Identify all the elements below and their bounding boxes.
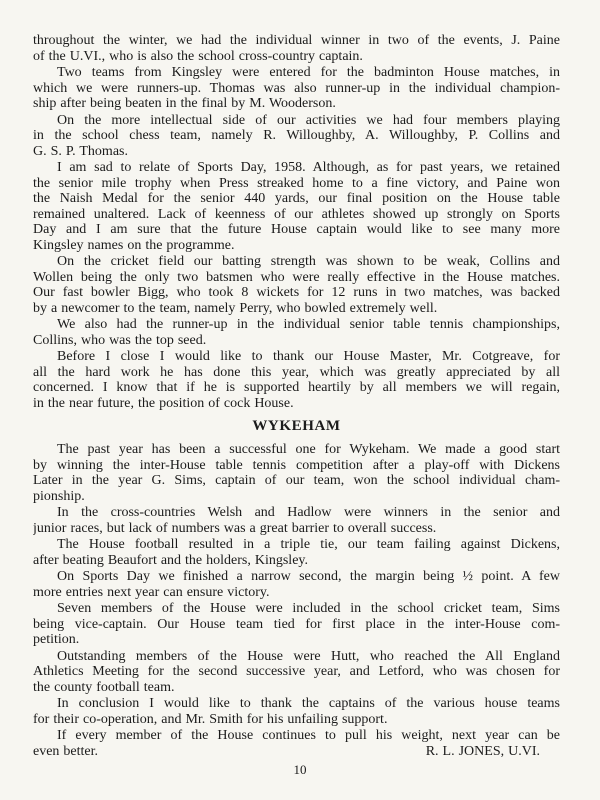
text-line: more entries next year can ensure victory. (33, 584, 270, 600)
text-line: after beating Beaufort and the holders, Kingsley. (33, 552, 309, 568)
text-line: On Sports Day we finished a narrow second, the margin being ½ point. A few (57, 569, 560, 584)
text-line: of the U.VI., who is also the school cross-country captain. (33, 48, 363, 64)
paragraph (33, 696, 560, 727)
text-line: by winning the inter-House table tennis competition after a play-off with Dickens (33, 457, 560, 473)
text-line-fragment: even better. (33, 743, 99, 759)
text-line: petition. (33, 632, 80, 647)
text-line: concerned. I know that if he is supported heartily by all members we will regain, (33, 380, 560, 395)
paragraph (33, 505, 560, 536)
paragraph (33, 601, 560, 648)
text-line: Our fast bowler Bigg, who took 8 wickets for 12 runs in two matches, was backed (33, 285, 560, 300)
paragraph (33, 65, 560, 112)
text-line: being vice-captain. Our House team tied for first place in the inter-House com- (33, 616, 560, 632)
author-signature: R. L. JONES, U.VI. (425, 743, 540, 759)
text-line: all the hard work he has done this year, which was greatly appreciated by all (33, 364, 560, 380)
text-line: Kingsley names on the programme. (33, 237, 235, 253)
text-line: Outstanding members of the House were Hutt, who reached the All England (57, 648, 560, 664)
text-line: Before I close I would like to thank our House Master, Mr. Cotgreave, for (57, 349, 560, 364)
paragraph (33, 160, 560, 253)
paragraph (33, 33, 560, 64)
paragraph (33, 649, 560, 696)
text-line: in the near future, the position of cock House. (33, 395, 294, 411)
text-line: by a newcomer to the team, namely Perry, who bowled extremely well. (33, 300, 438, 316)
text-line: The past year has been a successful one for Wykeham. We made a good start (57, 442, 560, 457)
text-line: Two teams from Kingsley were entered for the badminton House matches, in (57, 65, 560, 80)
text-line: In conclusion I would like to thank the captains of the various house teams (57, 696, 560, 711)
text-line: throughout the winter, we had the individual winner in two of the events, J. Paine (33, 33, 560, 48)
text-line: Later in the year G. Sims, captain of our team, won the school individual cham- (33, 473, 560, 488)
text-line: G. S. P. Thomas. (33, 143, 128, 159)
text-line: the senior mile trophy when Press streaked home to a fine victory, and Paine won (33, 175, 560, 191)
text-line: pionship. (33, 488, 85, 504)
text-line: Collins, who was the top seed. (33, 332, 207, 348)
text-line: Athletics Meeting for the second successive year, and Letford, who was chosen for (33, 664, 560, 679)
text-line: I am sad to relate of Sports Day, 1958. Although, as for past years, we retained (57, 160, 560, 175)
text-line: Day and I am sure that the future House captain would like to see many more (33, 222, 560, 237)
text-line: the county football team. (33, 679, 175, 695)
text-line: junior races, but lack of numbers was a great barrier to overall success. (33, 520, 437, 536)
text-line: Wollen being the only two batsmen who were really effective in the House matches. (33, 269, 560, 285)
paragraph (33, 349, 560, 411)
paragraph (33, 569, 560, 600)
page-number: 10 (293, 762, 307, 777)
paragraph (33, 442, 560, 504)
text-line: ship after being beaten in the final by M. Wooderson. (33, 96, 336, 111)
text-line (33, 744, 560, 760)
text-line: In the cross-countries Welsh and Hadlow were winners in the senior and (57, 505, 560, 520)
text-line: We also had the runner-up in the individual senior table tennis championships, (57, 317, 560, 332)
section-heading: WYKEHAM (252, 418, 341, 434)
text-line: On the cricket field our batting strength was shown to be weak, Collins and (57, 254, 560, 269)
text-line: On the more intellectual side of our activities we had four members playing (57, 112, 560, 128)
text-line: The House football resulted in a triple tie, our team failing against Dickens, (57, 537, 560, 552)
text-line: which we were runners-up. Thomas was also runner-up in the individual champion- (33, 80, 560, 96)
text-line: the Naish Medal for the senior 440 yards, our final position on the House table (33, 191, 560, 206)
page-content (33, 33, 560, 759)
text-line: in the school chess team, namely R. Willoughby, A. Willoughby, P. Collins and (33, 128, 560, 143)
paragraph (33, 113, 560, 160)
paragraph (33, 317, 560, 348)
text-line: Seven members of the House were included in the school cricket team, Sims (57, 601, 560, 616)
text-line: If every member of the House continues to pull his weight, next year can be (57, 728, 560, 743)
text-line: remained unaltered. Lack of keenness of our athletes showed up strongly on Sports (33, 206, 560, 222)
paragraph (33, 728, 560, 759)
paragraph (33, 537, 560, 568)
text-line: for their co-operation, and Mr. Smith for his unfailing support. (33, 711, 388, 727)
paragraph (33, 254, 560, 316)
